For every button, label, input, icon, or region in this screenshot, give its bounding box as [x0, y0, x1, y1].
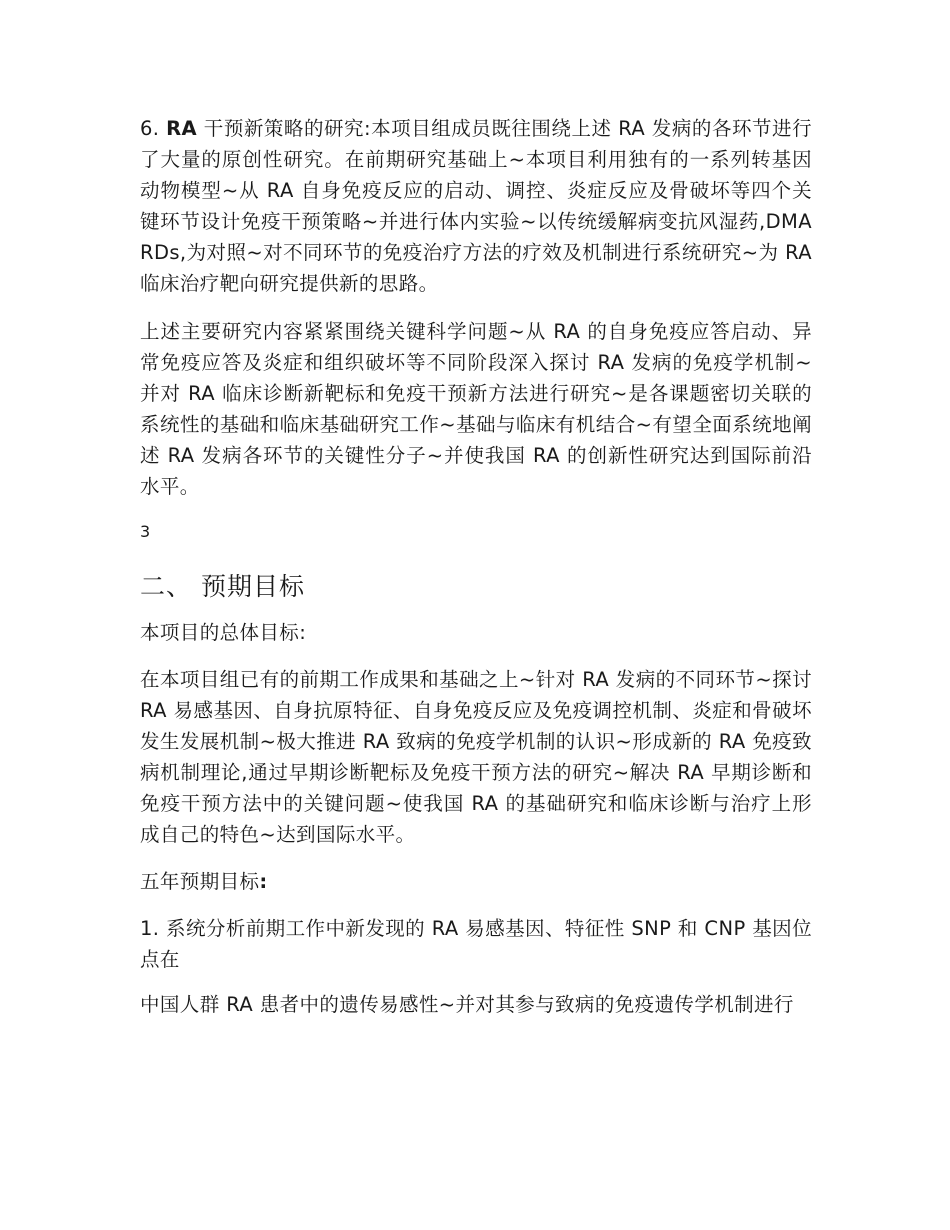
overall-goal-paragraph: 在本项目组已有的前期工作成果和基础之上~针对 RA 发病的不同环节~探讨 RA 易感基因、自身抗原特征、自身免疫反应及免疫调控机制、炎症和骨破坏发生发展机制~极大推进 RA 致病的免疫学机制的认识~形成新的 RA 免疫致病机制理论,通过早期诊断靶标及免疫干预方法的研究~解决 RA 早期诊断和免疫干预方法中的关键问题~使我国 RA 的基础研究和临床诊断与治疗上形成自己的特色~达到国际水平。 — [140, 668, 812, 846]
goal-1-paragraph: 1. 系统分析前期工作中新发现的 RA 易感基因、特征性 SNP 和 CNP 基因位点在 — [140, 917, 812, 971]
document-page — [140, 113, 812, 1020]
goal-1-continuation: 中国人群 RA 患者中的遗传易感性~并对其参与致病的免疫遗传学机制进行 — [140, 993, 794, 1016]
five-year-goal-label-text: 五年预期目标 — [140, 870, 260, 893]
section-6-text: 干预新策略的研究:本项目组成员既往围绕上述 RA 发病的各环节进行了大量的原创性研究。在前期研究基础上~本项目利用独有的一系列转基因动物模型~从 RA 自身免疫反应的启动、调控、炎症反应及骨破坏等四个关键环节设计免疫干预策略~并进行体内实验~以传统缓解病变抗风湿药,DMARDs,为对照~对不同环节的免疫治疗方法的疗效及机制进行系统研究~为 RA 临床治疗靶向研究提供新的思路。 — [140, 117, 812, 295]
section-6-bold-term: RA — [166, 117, 198, 140]
overall-goal-label: 本项目的总体目标: — [140, 621, 307, 644]
section-6-paragraph — [140, 113, 812, 299]
summary-paragraph: 上述主要研究内容紧紧围绕关键科学问题~从 RA 的自身免疫应答启动、异常免疫应答及炎症和组织破坏等不同阶段深入探讨 RA 发病的免疫学机制~并对 RA 临床诊断新靶标和免疫干预新方法进行研究~是各课题密切关联的系统性的基础和临床基础研究工作~基础与临床有机结合~有望全面系统地阐述 RA 发病各环节的关键性分子~并使我国 RA 的创新性研究达到国际前沿水平。 — [140, 320, 812, 498]
section-6-number: 6. — [140, 117, 167, 140]
section-heading: 二、 预期目标 — [140, 572, 305, 601]
five-year-goal-colon: : — [259, 870, 268, 893]
five-year-goal-label — [140, 866, 812, 897]
page-number: 3 — [140, 522, 151, 541]
